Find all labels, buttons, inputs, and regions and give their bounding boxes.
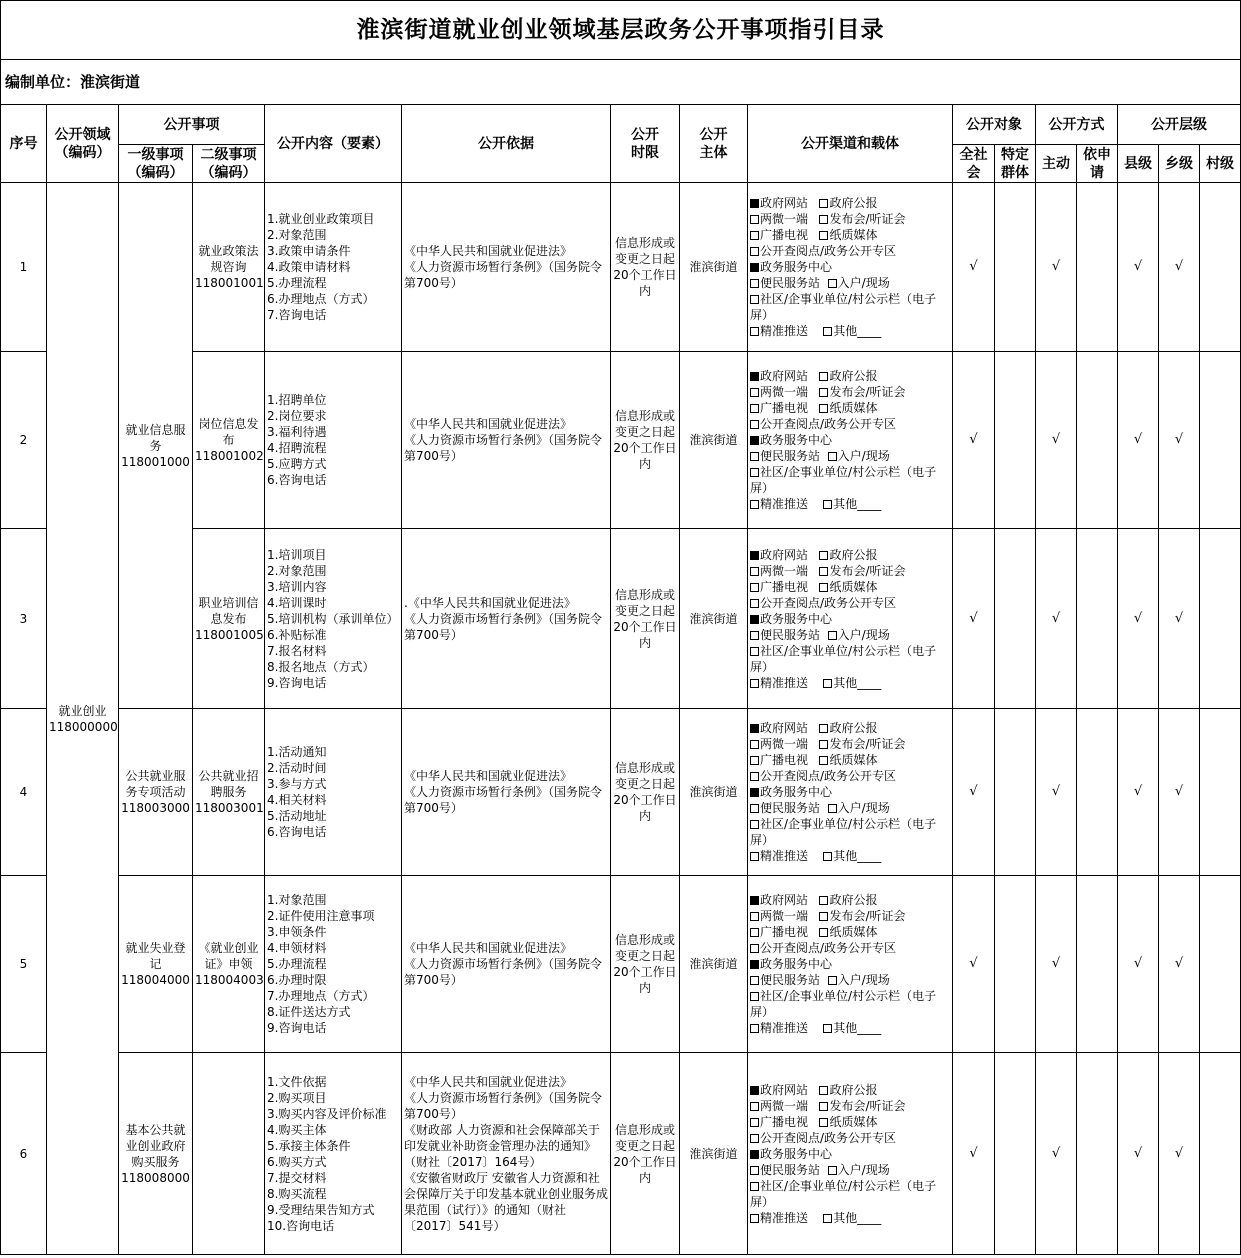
checkbox-empty-icon (823, 852, 832, 861)
checkbox-checked-icon (750, 1086, 759, 1095)
target-special-check (995, 352, 1036, 529)
checkbox-empty-icon (819, 756, 828, 765)
level-town-check: √ (1159, 529, 1200, 709)
checkbox-empty-icon (823, 327, 832, 336)
content-cell: 1.文件依据 2.购买项目 3.购买内容及评价标准 4.购买主体 5.承接主体条件 6.购买方式 7.提交材料 8.购买流程 9.受理结果告知方式 10.咨询电话 (265, 1053, 402, 1255)
checkbox-empty-icon (750, 567, 759, 576)
header-target-special: 特定 群体 (995, 145, 1036, 183)
target-special-check (995, 876, 1036, 1053)
header-level1: 一级事项 （编码） (119, 145, 193, 183)
checkbox-empty-icon (819, 912, 828, 921)
level-town-check: √ (1159, 876, 1200, 1053)
deadline-cell: 信息形成或变更之日起20个工作日内 (611, 352, 680, 529)
level-village-check (1200, 709, 1241, 876)
content-cell: 1.就业创业政策项目 2.对象范围 3.政策申请条件 4.政策申请材料 5.办理流程 6.办理地点（方式） 7.咨询电话 (265, 183, 402, 352)
basis-cell: 《中华人民共和国就业促进法》 《人力资源市场暂行条例》（国务院令第700号） (402, 876, 611, 1053)
subject-cell: 淮滨街道 (680, 529, 748, 709)
checkbox-empty-icon (750, 388, 759, 397)
content-cell: 1.活动通知 2.活动时间 3.参与方式 4.相关材料 5.活动地址 6.咨询电话 (265, 709, 402, 876)
level-village-check (1200, 1053, 1241, 1255)
deadline-cell: 信息形成或变更之日起20个工作日内 (611, 183, 680, 352)
basis-cell: .《中华人民共和国就业促进法》 《人力资源市场暂行条例》（国务院令第700号） (402, 529, 611, 709)
table-row (1, 876, 1241, 1053)
checkbox-empty-icon (819, 928, 828, 937)
checkbox-empty-icon (819, 1086, 828, 1095)
header-channel: 公开渠道和载体 (748, 105, 953, 183)
checkbox-checked-icon (750, 372, 759, 381)
checkbox-empty-icon (750, 756, 759, 765)
deadline-cell: 信息形成或变更之日起20个工作日内 (611, 1053, 680, 1255)
checkbox-empty-icon (750, 1214, 759, 1223)
checkbox-empty-icon (819, 551, 828, 560)
checkbox-empty-icon (750, 772, 759, 781)
header-target-all: 全社 会 (953, 145, 995, 183)
checkbox-checked-icon (750, 788, 759, 797)
channel-cell: 政府网站 政府公报 两微一端 发布会/听证会 广播电视 纸质媒体 公开查阅点/政务公开专区 政务服务中心 便民服务站 入户/现场 社区/企事业单位/村公示栏（电子屏） 精准推送 其他____ (748, 876, 953, 1053)
checkbox-empty-icon (750, 215, 759, 224)
target-all-check: √ (953, 876, 995, 1053)
target-all-check: √ (953, 709, 995, 876)
level-village-check (1200, 529, 1241, 709)
content-cell: 1.招聘单位 2.岗位要求 3.福利待遇 4.招聘流程 5.应聘方式 6.咨询电话 (265, 352, 402, 529)
checkbox-checked-icon (750, 436, 759, 445)
table-row (1, 1053, 1241, 1255)
checkbox-empty-icon (750, 231, 759, 240)
header-mode: 公开方式 (1036, 105, 1118, 145)
checkbox-empty-icon (823, 1214, 832, 1223)
row-seq: 3 (1, 529, 47, 709)
header-domain: 公开领域 （编码） (47, 105, 119, 183)
checkbox-empty-icon (750, 1024, 759, 1033)
header-mode-request: 依申 请 (1077, 145, 1118, 183)
mode-active-check: √ (1036, 352, 1077, 529)
basis-cell: 《中华人民共和国就业促进法》 《人力资源市场暂行条例》（国务院令第700号） (402, 352, 611, 529)
target-special-check (995, 709, 1036, 876)
level2-cell (193, 1053, 265, 1255)
level1-cell: 就业信息服务 118001000 (119, 183, 193, 709)
channel-cell: 政府网站 政府公报 两微一端 发布会/听证会 广播电视 纸质媒体 公开查阅点/政务公开专区 政务服务中心 便民服务站 入户/现场 社区/企事业单位/村公示栏（电子屏） 精准推送 其他____ (748, 183, 953, 352)
channel-cell: 政府网站 政府公报 两微一端 发布会/听证会 广播电视 纸质媒体 公开查阅点/政务公开专区 政务服务中心 便民服务站 入户/现场 社区/企事业单位/村公示栏（电子屏） 精准推送 其他____ (748, 529, 953, 709)
checkbox-empty-icon (819, 199, 828, 208)
row-seq: 4 (1, 709, 47, 876)
target-all-check: √ (953, 529, 995, 709)
level2-cell: 《就业创业证》申领 118004003 (193, 876, 265, 1053)
checkbox-empty-icon (750, 631, 759, 640)
checkbox-empty-icon (750, 944, 759, 953)
content-cell: 1.培训项目 2.对象范围 3.培训内容 4.培训课时 5.培训机构（承训单位） 6.补贴标准 7.报名材料 8.报名地点（方式） 9.咨询电话 (265, 529, 402, 709)
mode-request-check (1077, 529, 1118, 709)
header-mode-active: 主动 (1036, 145, 1077, 183)
basis-cell: 《中华人民共和国就业促进法》 《人力资源市场暂行条例》（国务院令第700号） 《财政部 人力资源和社会保障部关于印发就业补助资金管理办法的通知》（财社〔2017〕164号） 《安徽省财政厅 安徽省人力资源和社会保障厅关于印发基本就业创业服务成果范围（试行）》的通知（财社〔2017〕541号） (402, 1053, 611, 1255)
checkbox-empty-icon (750, 583, 759, 592)
header-level-county: 县级 (1118, 145, 1159, 183)
level-town-check: √ (1159, 352, 1200, 529)
checkbox-empty-icon (750, 647, 759, 656)
checkbox-empty-icon (750, 820, 759, 829)
checkbox-empty-icon (819, 583, 828, 592)
subject-cell: 淮滨街道 (680, 352, 748, 529)
checkbox-empty-icon (750, 452, 759, 461)
checkbox-empty-icon (819, 372, 828, 381)
checkbox-empty-icon (750, 404, 759, 413)
checkbox-empty-icon (750, 912, 759, 921)
row-seq: 5 (1, 876, 47, 1053)
checkbox-empty-icon (750, 804, 759, 813)
checkbox-empty-icon (819, 215, 828, 224)
level-village-check (1200, 876, 1241, 1053)
level-county-check: √ (1118, 183, 1159, 352)
level2-cell: 就业政策法规咨询 118001001 (193, 183, 265, 352)
subject-cell: 淮滨街道 (680, 183, 748, 352)
checkbox-empty-icon (828, 452, 837, 461)
subject-cell: 淮滨街道 (680, 876, 748, 1053)
checkbox-empty-icon (750, 500, 759, 509)
domain-cell: 就业创业 118000000 (47, 183, 119, 1255)
checkbox-empty-icon (828, 279, 837, 288)
level1-cell: 公共就业服务专项活动 118003000 (119, 709, 193, 876)
subject-cell: 淮滨街道 (680, 1053, 748, 1255)
checkbox-empty-icon (828, 1166, 837, 1175)
checkbox-empty-icon (750, 1182, 759, 1191)
checkbox-empty-icon (750, 279, 759, 288)
checkbox-empty-icon (823, 1024, 832, 1033)
checkbox-empty-icon (819, 1118, 828, 1127)
checkbox-empty-icon (828, 631, 837, 640)
deadline-cell: 信息形成或变更之日起20个工作日内 (611, 709, 680, 876)
checkbox-empty-icon (819, 567, 828, 576)
level-village-check (1200, 352, 1241, 529)
checkbox-empty-icon (750, 928, 759, 937)
mode-request-check (1077, 876, 1118, 1053)
checkbox-checked-icon (750, 199, 759, 208)
checkbox-empty-icon (819, 896, 828, 905)
checkbox-empty-icon (750, 295, 759, 304)
header-deadline: 公开 时限 (611, 105, 680, 183)
header-level-town: 乡级 (1159, 145, 1200, 183)
header-level: 公开层级 (1118, 105, 1241, 145)
mode-active-check: √ (1036, 529, 1077, 709)
channel-cell: 政府网站 政府公报 两微一端 发布会/听证会 广播电视 纸质媒体 公开查阅点/政务公开专区 政务服务中心 便民服务站 入户/现场 社区/企事业单位/村公示栏（电子屏） 精准推送 其他____ (748, 352, 953, 529)
row-seq: 6 (1, 1053, 47, 1255)
level2-cell: 岗位信息发布 118001002 (193, 352, 265, 529)
checkbox-empty-icon (823, 679, 832, 688)
checkbox-empty-icon (823, 500, 832, 509)
mode-active-check: √ (1036, 183, 1077, 352)
checkbox-checked-icon (750, 724, 759, 733)
level-county-check: √ (1118, 709, 1159, 876)
level-county-check: √ (1118, 529, 1159, 709)
level-village-check (1200, 183, 1241, 352)
checkbox-checked-icon (750, 1150, 759, 1159)
header-items: 公开事项 (119, 105, 265, 145)
channel-cell: 政府网站 政府公报 两微一端 发布会/听证会 广播电视 纸质媒体 公开查阅点/政务公开专区 政务服务中心 便民服务站 入户/现场 社区/企事业单位/村公示栏（电子屏） 精准推送 其他____ (748, 1053, 953, 1255)
mode-active-check: √ (1036, 1053, 1077, 1255)
target-all-check: √ (953, 183, 995, 352)
checkbox-empty-icon (819, 724, 828, 733)
deadline-cell: 信息形成或变更之日起20个工作日内 (611, 876, 680, 1053)
target-special-check (995, 1053, 1036, 1255)
mode-request-check (1077, 183, 1118, 352)
level-town-check: √ (1159, 709, 1200, 876)
checkbox-empty-icon (750, 599, 759, 608)
level-county-check: √ (1118, 352, 1159, 529)
table-row (1, 709, 1241, 876)
level-county-check: √ (1118, 1053, 1159, 1255)
mode-request-check (1077, 352, 1118, 529)
checkbox-empty-icon (750, 992, 759, 1001)
mode-request-check (1077, 709, 1118, 876)
row-seq: 1 (1, 183, 47, 352)
compiling-unit: 编制单位：淮滨街道 (1, 60, 1241, 105)
checkbox-empty-icon (750, 1134, 759, 1143)
level2-cell: 公共就业招聘服务 118003001 (193, 709, 265, 876)
page-title: 淮滨街道就业创业领域基层政务公开事项指引目录 (1, 1, 1241, 60)
checkbox-checked-icon (750, 551, 759, 560)
checkbox-empty-icon (750, 327, 759, 336)
mode-request-check (1077, 1053, 1118, 1255)
checkbox-checked-icon (750, 960, 759, 969)
checkbox-checked-icon (750, 896, 759, 905)
checkbox-empty-icon (819, 740, 828, 749)
header-level-village: 村级 (1200, 145, 1241, 183)
row-seq: 2 (1, 352, 47, 529)
deadline-cell: 信息形成或变更之日起20个工作日内 (611, 529, 680, 709)
checkbox-empty-icon (750, 1102, 759, 1111)
checkbox-empty-icon (819, 231, 828, 240)
subject-cell: 淮滨街道 (680, 709, 748, 876)
checkbox-empty-icon (750, 852, 759, 861)
level2-cell: 职业培训信息发布 118001005 (193, 529, 265, 709)
target-special-check (995, 529, 1036, 709)
target-all-check: √ (953, 1053, 995, 1255)
checkbox-empty-icon (750, 420, 759, 429)
checkbox-empty-icon (750, 976, 759, 985)
checkbox-empty-icon (750, 1166, 759, 1175)
checkbox-empty-icon (819, 1102, 828, 1111)
basis-cell: 《中华人民共和国就业促进法》 《人力资源市场暂行条例》（国务院令第700号） (402, 709, 611, 876)
checkbox-checked-icon (750, 615, 759, 624)
checkbox-empty-icon (750, 679, 759, 688)
checkbox-empty-icon (828, 804, 837, 813)
level-town-check: √ (1159, 183, 1200, 352)
header-seq: 序号 (1, 105, 47, 183)
checkbox-empty-icon (750, 740, 759, 749)
mode-active-check: √ (1036, 876, 1077, 1053)
target-special-check (995, 183, 1036, 352)
table-row (1, 183, 1241, 352)
checkbox-checked-icon (750, 263, 759, 272)
basis-cell: 《中华人民共和国就业促进法》 《人力资源市场暂行条例》（国务院令第700号） (402, 183, 611, 352)
checkbox-empty-icon (819, 388, 828, 397)
header-basis: 公开依据 (402, 105, 611, 183)
header-level2: 二级事项 （编码） (193, 145, 265, 183)
checkbox-empty-icon (819, 404, 828, 413)
checkbox-empty-icon (750, 468, 759, 477)
content-cell: 1.对象范围 2.证件使用注意事项 3.申领条件 4.申领材料 5.办理流程 6.办理时限 7.办理地点（方式） 8.证件送达方式 9.咨询电话 (265, 876, 402, 1053)
level-county-check: √ (1118, 876, 1159, 1053)
level1-cell: 基本公共就业创业政府购买服务 118008000 (119, 1053, 193, 1255)
checkbox-empty-icon (750, 1118, 759, 1127)
level-town-check: √ (1159, 1053, 1200, 1255)
header-target: 公开对象 (953, 105, 1036, 145)
mode-active-check: √ (1036, 709, 1077, 876)
level1-cell: 就业失业登记 118004000 (119, 876, 193, 1053)
header-subject: 公开 主体 (680, 105, 748, 183)
checkbox-empty-icon (750, 247, 759, 256)
target-all-check: √ (953, 352, 995, 529)
checkbox-empty-icon (828, 976, 837, 985)
header-content: 公开内容（要素） (265, 105, 402, 183)
channel-cell: 政府网站 政府公报 两微一端 发布会/听证会 广播电视 纸质媒体 公开查阅点/政务公开专区 政务服务中心 便民服务站 入户/现场 社区/企事业单位/村公示栏（电子屏） 精准推送 其他____ (748, 709, 953, 876)
